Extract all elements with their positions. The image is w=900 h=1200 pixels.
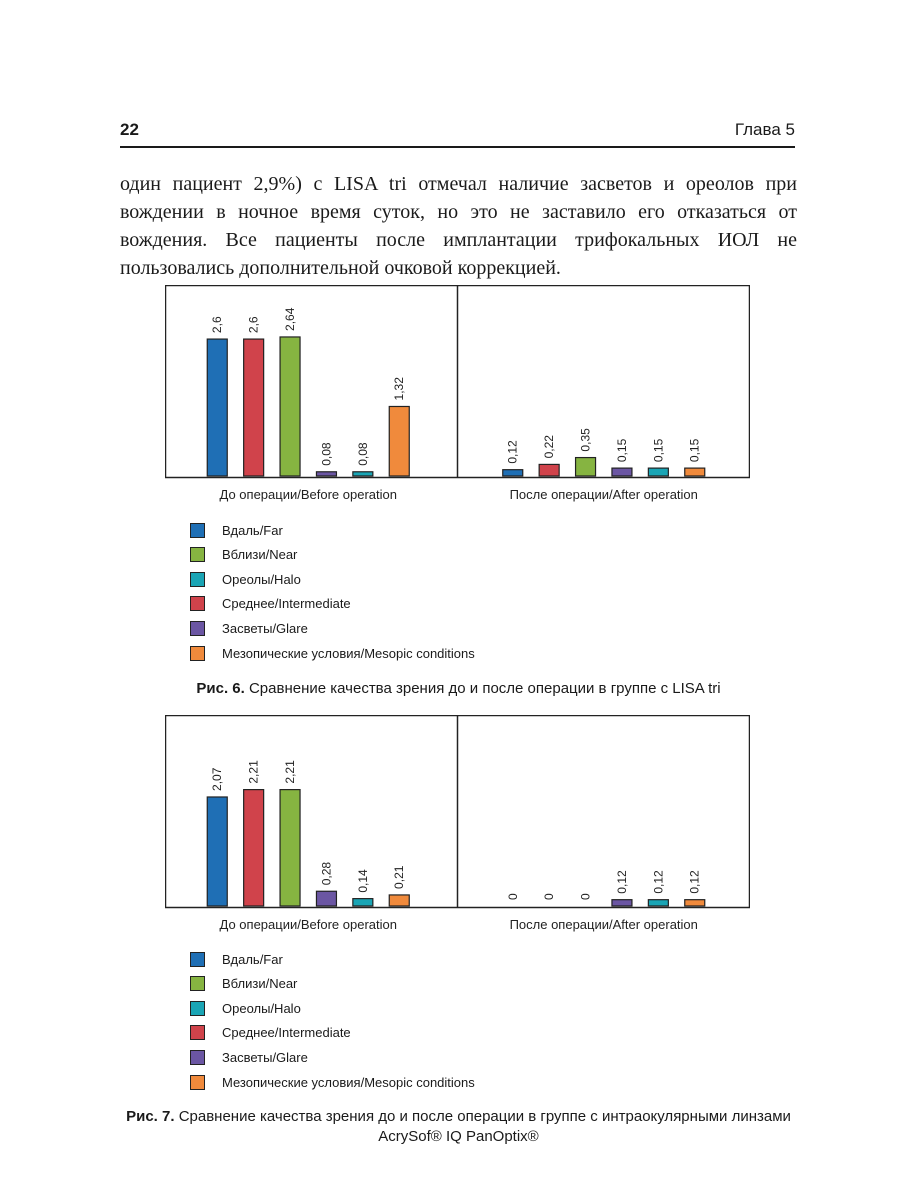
bar-near-after bbox=[576, 458, 596, 476]
legend-item-mesopic bbox=[190, 645, 475, 661]
legend-swatch-glare bbox=[190, 1050, 205, 1065]
legend-swatch-halo bbox=[190, 572, 205, 587]
legend-swatch-near bbox=[190, 976, 205, 991]
legend-item-far bbox=[190, 522, 283, 538]
legend-label-mesopic: Мезопические условия/Mesopic conditions bbox=[222, 1074, 475, 1090]
legend-label-far: Вдаль/Far bbox=[222, 951, 283, 967]
data-label-halo-after: 0,12 bbox=[651, 870, 666, 894]
figure-6-caption-text: Сравнение качества зрения до и после операции в группе с LISA tri bbox=[248, 680, 721, 697]
legend-swatch-near bbox=[190, 547, 205, 562]
legend-label-far: Вдаль/Far bbox=[222, 522, 283, 538]
bar-glare-after bbox=[612, 900, 632, 906]
legend-item-intermediate bbox=[190, 596, 351, 612]
legend-swatch-glare bbox=[190, 621, 205, 636]
data-label-halo-before: 0,08 bbox=[355, 442, 370, 466]
legend-swatch-mesopic bbox=[190, 646, 205, 661]
figure-7-caption bbox=[120, 1107, 797, 1147]
data-label-near-before: 2,64 bbox=[283, 307, 298, 331]
legend-label-glare: Засветы/Glare bbox=[222, 620, 308, 636]
bar-mesopic-before bbox=[389, 895, 409, 906]
data-label-intermediate-before: 2,6 bbox=[246, 316, 261, 334]
bar-intermediate-before bbox=[244, 790, 264, 906]
data-label-intermediate-before: 2,21 bbox=[246, 760, 261, 784]
bar-halo-before bbox=[353, 472, 373, 476]
legend-item-intermediate bbox=[190, 1025, 351, 1041]
bar-halo-after bbox=[648, 468, 668, 476]
legend-label-intermediate: Среднее/Intermediate bbox=[222, 596, 351, 612]
data-label-far-before: 2,07 bbox=[210, 767, 225, 791]
data-label-near-after: 0,35 bbox=[578, 428, 593, 452]
category-label-after: После операции/After operation bbox=[509, 487, 698, 502]
bar-intermediate-before bbox=[244, 339, 264, 476]
legend-label-near: Вблизи/Near bbox=[222, 976, 298, 992]
data-label-near-before: 2,21 bbox=[283, 760, 298, 784]
data-label-halo-before: 0,14 bbox=[355, 869, 370, 893]
bar-mesopic-after bbox=[685, 468, 705, 476]
bar-mesopic-before bbox=[389, 406, 409, 476]
bar-halo-after bbox=[648, 900, 668, 906]
figure-7-svg bbox=[165, 715, 750, 940]
figure-6-svg bbox=[165, 285, 750, 510]
data-label-near-after: 0 bbox=[578, 893, 593, 900]
data-label-mesopic-before: 1,32 bbox=[392, 377, 407, 401]
data-label-intermediate-after: 0,22 bbox=[542, 435, 557, 459]
legend-swatch-far bbox=[190, 952, 205, 967]
bar-near-before bbox=[280, 337, 300, 476]
figure-7-chart bbox=[165, 715, 750, 940]
legend-item-near bbox=[190, 547, 297, 563]
legend-item-near bbox=[190, 976, 297, 992]
category-label-before: До операции/Before operation bbox=[219, 917, 397, 932]
data-label-far-after: 0,12 bbox=[505, 440, 520, 464]
legend-label-near: Вблизи/Near bbox=[222, 547, 298, 563]
legend-label-halo: Ореолы/Halo bbox=[222, 1000, 301, 1016]
legend-swatch-mesopic bbox=[190, 1075, 205, 1090]
figure-6-chart bbox=[165, 285, 750, 510]
data-label-glare-after: 0,12 bbox=[614, 870, 629, 894]
legend-label-halo: Ореолы/Halo bbox=[222, 571, 301, 587]
data-label-halo-after: 0,15 bbox=[651, 438, 666, 463]
data-label-far-before: 2,6 bbox=[210, 316, 225, 334]
data-label-glare-before: 0,08 bbox=[319, 442, 334, 466]
data-label-far-after: 0 bbox=[505, 893, 520, 900]
data-label-mesopic-after: 0,12 bbox=[687, 870, 702, 894]
legend-item-mesopic bbox=[190, 1074, 475, 1090]
legend-label-intermediate: Среднее/Intermediate bbox=[222, 1025, 351, 1041]
data-label-intermediate-after: 0 bbox=[542, 893, 557, 900]
data-label-mesopic-before: 0,21 bbox=[392, 865, 407, 889]
bar-halo-before bbox=[353, 899, 373, 906]
category-label-before: До операции/Before operation bbox=[219, 487, 397, 502]
legend-item-glare bbox=[190, 620, 308, 636]
bar-glare-before bbox=[316, 472, 336, 476]
category-label-after: После операции/After operation bbox=[509, 917, 698, 932]
bar-glare-after bbox=[612, 468, 632, 476]
legend-swatch-intermediate bbox=[190, 596, 205, 611]
legend-swatch-halo bbox=[190, 1001, 205, 1016]
body-paragraph: один пациент 2,9%) с LISA tri отмечал наличие засветов и ореолов при вождении в ночное время суток, но это не заставило его отказаться от вождения. Все пациенты после имплантации трифокальных ИОЛ не пользовались дополнительной очковой коррекцией. bbox=[120, 173, 797, 279]
figure-7-label: Рис. 7. bbox=[126, 1108, 175, 1125]
data-label-glare-after: 0,15 bbox=[614, 438, 629, 463]
legend-swatch-far bbox=[190, 523, 205, 538]
figure-6-caption bbox=[120, 679, 797, 699]
page-number: 22 bbox=[120, 120, 139, 139]
bar-far-after bbox=[503, 470, 523, 476]
legend-item-halo bbox=[190, 571, 301, 587]
figure-6-label: Рис. 6. bbox=[196, 680, 245, 697]
legend-item-glare bbox=[190, 1049, 308, 1065]
legend-swatch-intermediate bbox=[190, 1025, 205, 1040]
legend-label-mesopic: Мезопические условия/Mesopic conditions bbox=[222, 645, 475, 661]
legend-label-glare: Засветы/Glare bbox=[222, 1049, 308, 1065]
figure-7-caption-text: Сравнение качества зрения до и после операции в группе с интраокулярными линзами AcrySof® IQ PanOptix® bbox=[178, 1108, 791, 1145]
page-header bbox=[120, 120, 795, 148]
chapter-title: Глава 5 bbox=[734, 120, 795, 139]
data-label-mesopic-after: 0,15 bbox=[687, 438, 702, 463]
legend-item-halo bbox=[190, 1000, 301, 1016]
bar-glare-before bbox=[316, 891, 336, 906]
bar-mesopic-after bbox=[685, 900, 705, 906]
data-label-glare-before: 0,28 bbox=[319, 861, 334, 886]
bar-far-before bbox=[207, 797, 227, 906]
bar-intermediate-after bbox=[539, 464, 559, 476]
bar-near-before bbox=[280, 790, 300, 906]
legend-item-far bbox=[190, 951, 283, 967]
bar-far-before bbox=[207, 339, 227, 476]
